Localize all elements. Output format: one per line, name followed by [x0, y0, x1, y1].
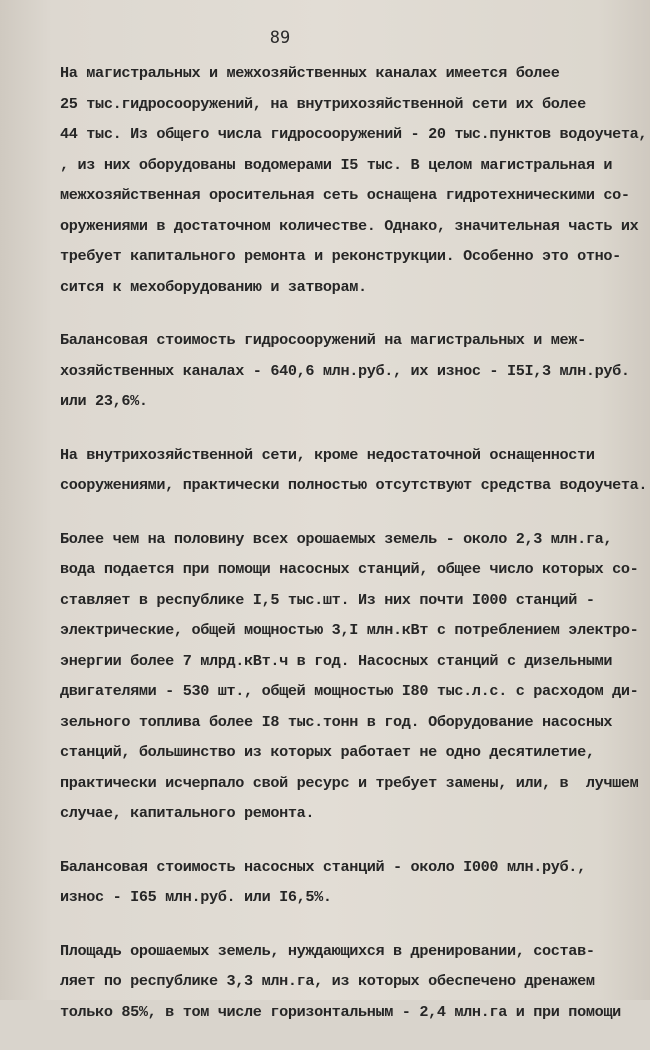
- text-line: сится к мехоборудованию и затворам.: [60, 277, 367, 296]
- text-line: Балансовая стоимость насосных станций - около I000 млн.руб.,: [60, 857, 586, 876]
- text-line: случае, капитального ремонта.: [60, 804, 315, 822]
- text-line: практически исчерпало свой ресурс и требует замены, или, в лучшем: [60, 773, 639, 792]
- text-line: На внутрихозяйственной сети, кроме недостаточной оснащенности: [60, 445, 595, 464]
- paragraph: [60, 325, 640, 417]
- text-line: оружениями в достаточном количестве. Однако, значительная часть их: [60, 216, 639, 235]
- text-line: 44 тыс. Из общего числа гидросооружений - 20 тыс.пунктов водоучета,: [60, 125, 648, 143]
- text-line: Площадь орошаемых земель, нуждающихся в дренировании, состав-: [60, 941, 595, 960]
- text-line: только 85%, в том числе горизонтальным - 2,4 млн.га и при помощи: [60, 1002, 621, 1021]
- text-line: требует капитального ремонта и реконструкции. Особенно это отно-: [60, 247, 621, 265]
- text-line: ставляет в республике I,5 тыс.шт. Из них почти I000 станций -: [60, 590, 595, 609]
- text-line: Более чем на половину всех орошаемых земель - около 2,3 млн.га,: [60, 529, 613, 548]
- text-line: Балансовая стоимость гидросооружений на магистральных и меж-: [60, 331, 586, 349]
- text-line: межхозяйственная оросительная сеть оснащена гидротехническими со-: [60, 186, 630, 204]
- text-line: ляет по республике 3,3 млн.га, из которых обеспечено дренажем: [60, 972, 595, 990]
- text-line: На магистральных и межхозяйственных каналах имеется более: [60, 64, 560, 82]
- text-line: или 23,6%.: [60, 392, 148, 410]
- text-line: электрические, общей мощностью 3,I млн.кВт с потреблением электро-: [60, 621, 639, 639]
- text-line: энергии более 7 млрд.кВт.ч в год. Насосных станций с дизельными: [60, 651, 613, 670]
- text-line: , из них оборудованы водомерами I5 тыс. В целом магистральная и: [60, 155, 613, 174]
- document-body: [60, 58, 648, 1050]
- text-line: хозяйственных каналах - 640,6 млн.руб., их износ - I5I,3 млн.руб.: [60, 361, 630, 380]
- text-line: зельного топлива более I8 тыс.тонн в год. Оборудование насосных: [60, 712, 613, 731]
- paragraph: [60, 524, 640, 829]
- text-line: сооружениями, практически полностью отсутствуют средства водоучета.: [60, 476, 648, 494]
- text-line: станций, большинство из которых работает не одно десятилетие,: [60, 743, 595, 761]
- text-line: двигателями - 530 шт., общей мощностью I80 тыс.л.с. с расходом ди-: [60, 682, 639, 700]
- text-line: 25 тыс.гидросооружений, на внутрихозяйственной сети их более: [60, 94, 586, 113]
- text-line: износ - I65 млн.руб. или I6,5%.: [60, 888, 332, 906]
- paragraph: [60, 58, 648, 302]
- paragraph: [60, 440, 648, 501]
- paragraph: [60, 852, 640, 913]
- text-line: вода подается при помощи насосных станций, общее число которых со-: [60, 560, 639, 578]
- page-number: 89: [269, 28, 291, 48]
- paragraph: [60, 936, 640, 1028]
